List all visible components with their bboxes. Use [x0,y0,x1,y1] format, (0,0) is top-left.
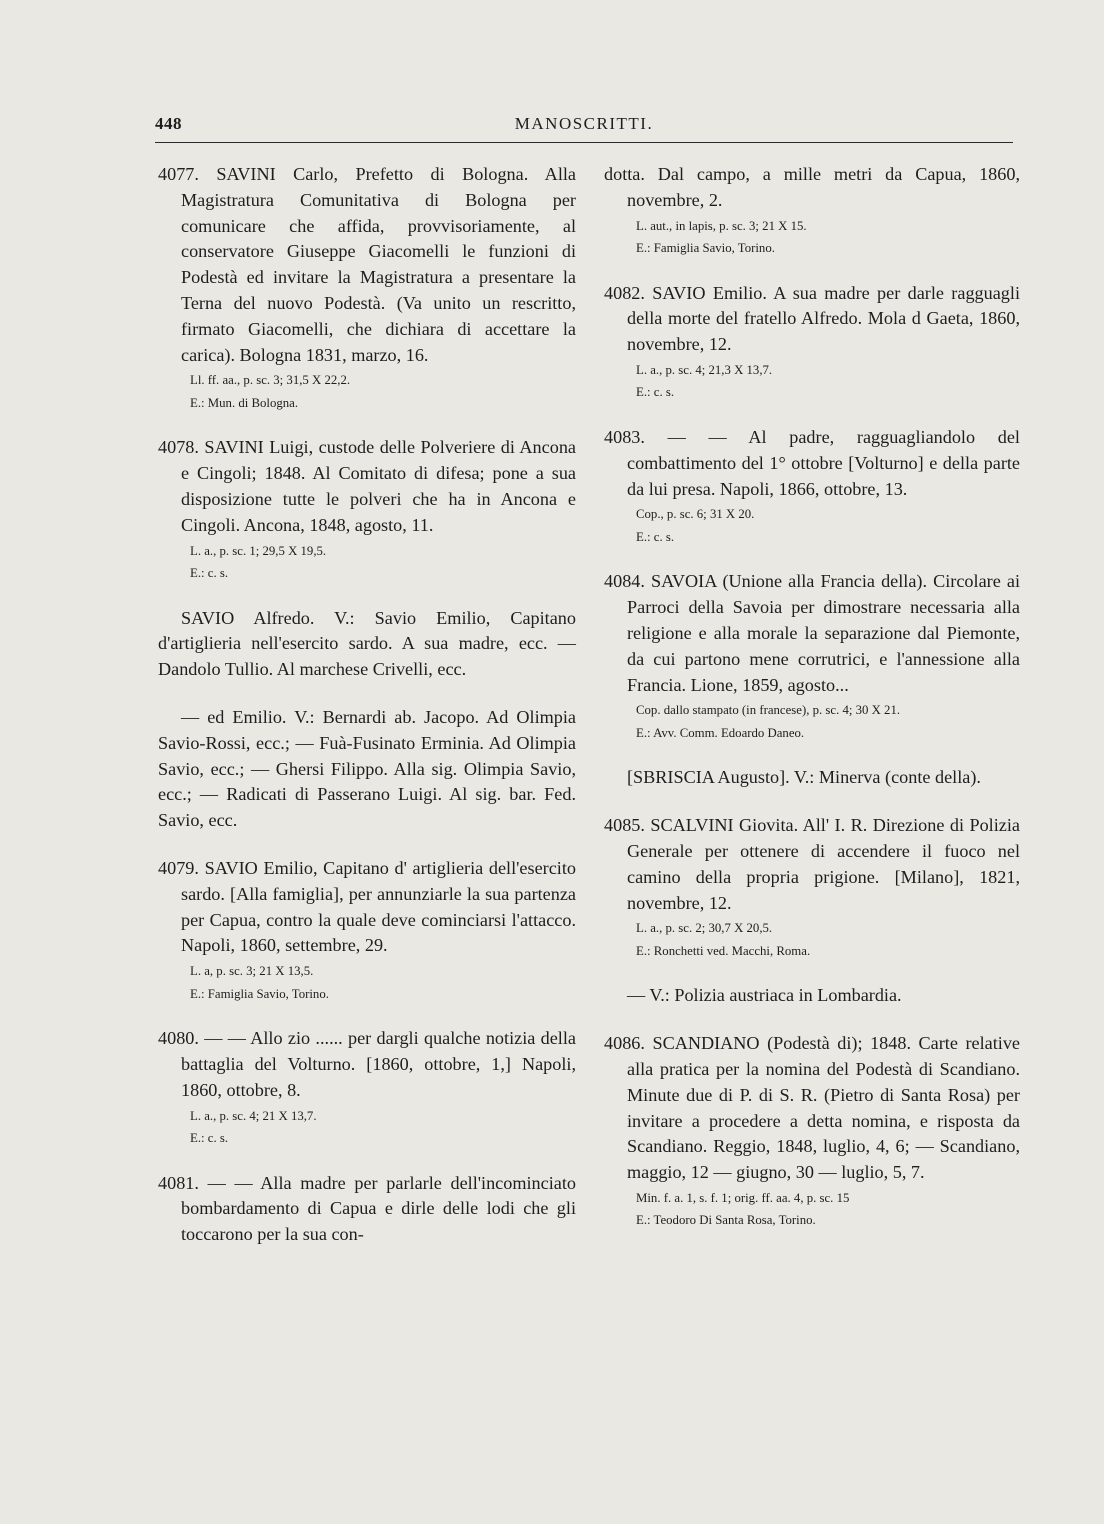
entry-4086 [604,1031,1020,1231]
entry-text: 4080. — — Allo zio ...... per dargli qualche notizia della battaglia del Volturno. [1860, ottobre, 1,] Napoli, 1860, ottobre, 8. [158,1028,576,1100]
entry-note: L. a, p. sc. 3; 21 X 13,5. [190,964,314,979]
entry-4078 [158,435,576,583]
cross-reference-text: — ed Emilio. V.: Bernardi ab. Jacopo. Ad Olimpia Savio-Rossi, ecc.; — Fuà-Fusinato Erminia. Ad Olimpia Savio, ecc.; — Ghersi Filippo. Alla sig. Olimpia Savio, ecc.; — Radicati di Passerano Luigi. Al sig. bar. Fed. Savio, ecc. [158,706,576,831]
entry-note: Ll. ff. aa., p. sc. 3; 31,5 X 22,2. [190,373,351,388]
page-header [155,112,1013,143]
entry-text: 4084. SAVOIA (Unione alla Francia della). Circolare ai Parroci della Savoia per dimostrare necessaria alla religione e alla morale la separazione dal Piemonte, da cui partono mene corrutrici, e l'annessione alla Francia. Lione, 1859, agosto... [604,571,1020,695]
right-column [604,162,1020,1253]
cross-reference-text: SAVIO Alfredo. V.: Savio Emilio, Capitano d'artiglieria nell'esercito sardo. A sua madre, ecc. — Dandolo Tullio. Al marchese Crivelli, ecc. [158,607,576,680]
entry-text: 4077. SAVINI Carlo, Prefetto di Bologna. Alla Magistratura Comunitativa di Bologna per comunicare che affida, provvisoriamente, al conservatore Giuseppe Giacomelli le funzioni di Podestà ed invitare la Magistratura a presentare la Terna del nuovo Podestà. (Va unito un rescritto, firmato Giacomelli, che dichiara di accettare la carica). Bologna 1831, marzo, 16. [158,164,576,365]
entry-4082 [604,281,1020,403]
entry-note: E.: Ronchetti ved. Macchi, Roma. [636,943,811,958]
entry-4080 [158,1026,576,1148]
entry-4079 [158,856,576,1004]
entry-text: dotta. Dal campo, a mille metri da Capua, 1860, novembre, 2. [604,164,1020,210]
entry-text: 4086. SCANDIANO (Podestà di); 1848. Carte relative alla pratica per la nomina del Podestà di Scandiano. Minute due di P. di S. R. (Pietro di Santa Rosa) per invitare a procedere a detta nomina, e risposta da Scandiano. Reggio, 1848, luglio, 4, 6; — Scandiano, maggio, 12 — giugno, 30 — luglio, 5, 7. [604,1033,1020,1183]
cross-reference-sbriscia [604,765,1020,791]
running-title: MANOSCRITTI. [514,114,654,133]
entry-4084 [604,569,1020,743]
entry-note: Cop. dallo stampato (in francese), p. sc. 4; 30 X 21. [636,703,901,718]
cross-reference-polizia [604,983,1020,1009]
entry-note: L. a., p. sc. 2; 30,7 X 20,5. [636,921,773,936]
entry-note: L. a., p. sc. 1; 29,5 X 19,5. [190,543,327,558]
entry-note: L. aut., in lapis, p. sc. 3; 21 X 15. [636,218,807,233]
entry-4085 [604,813,1020,961]
entry-note: E.: Famiglia Savio, Torino. [190,986,329,1001]
entry-note: E.: c. s. [636,529,675,544]
entry-4083 [604,425,1020,547]
left-column [158,162,576,1270]
entry-4077 [158,162,576,413]
entry-note: L. a., p. sc. 4; 21 X 13,7. [190,1108,317,1123]
entry-text: 4079. SAVIO Emilio, Capitano d' artiglieria dell'esercito sardo. [Alla famiglia], per annunziarle la sua partenza per Capua, contro la quale deve cominciarsi l'attacco. Napoli, 1860, settembre, 29. [158,857,576,956]
cross-reference-savio-emilio [158,705,576,834]
entry-note: Min. f. a. 1, s. f. 1; orig. ff. aa. 4, p. sc. 15 [636,1190,850,1205]
page-number: 448 [155,114,182,133]
entry-text: 4082. SAVIO Emilio. A sua madre per darle ragguagli della morte del fratello Alfredo. Mola d Gaeta, 1860, novembre, 12. [604,282,1020,355]
entry-note: E.: Teodoro Di Santa Rosa, Torino. [636,1213,816,1228]
entry-4081 [158,1171,576,1248]
entry-note: Cop., p. sc. 6; 31 X 20. [636,507,755,522]
entry-text: 4078. SAVINI Luigi, custode delle Polveriere di Ancona e Cingoli; 1848. Al Comitato di difesa; pone a sua disposizione tutte le polveri che ha in Ancona e Cingoli. Ancona, 1848, agosto, 11. [158,437,576,535]
entry-note: E.: c. s. [190,1131,229,1146]
entry-note: E.: Avv. Comm. Edoardo Daneo. [636,725,805,740]
cross-reference-savio-alfredo [158,606,576,683]
entry-note: E.: c. s. [636,385,675,400]
cross-reference-text: — V.: Polizia austriaca in Lombardia. [627,985,902,1006]
entry-note: E.: c. s. [190,566,229,581]
entry-note: E.: Mun. di Bologna. [190,395,299,410]
cross-reference-text: [SBRISCIA Augusto]. V.: Minerva (conte della). [627,767,981,788]
entry-note: L. a., p. sc. 4; 21,3 X 13,7. [636,362,773,377]
entry-text: 4081. — — Alla madre per parlarle dell'incominciato bombardamento di Capua e dirle delle lodi che gli toccarono per la sua con- [158,1172,576,1245]
entry-4081-continued [604,162,1020,259]
entry-text: 4083. — — Al padre, ragguagliandolo del combattimento del 1° ottobre [Volturno] e della parte da lui presa. Napoli, 1866, ottobre, 13. [604,426,1020,499]
entry-note: E.: Famiglia Savio, Torino. [636,241,775,256]
entry-text: 4085. SCALVINI Giovita. All' I. R. Direzione di Polizia Generale per ottenere di accendere il fuoco nel camino della propria prigione. [Milano], 1821, novembre, 12. [604,815,1020,913]
